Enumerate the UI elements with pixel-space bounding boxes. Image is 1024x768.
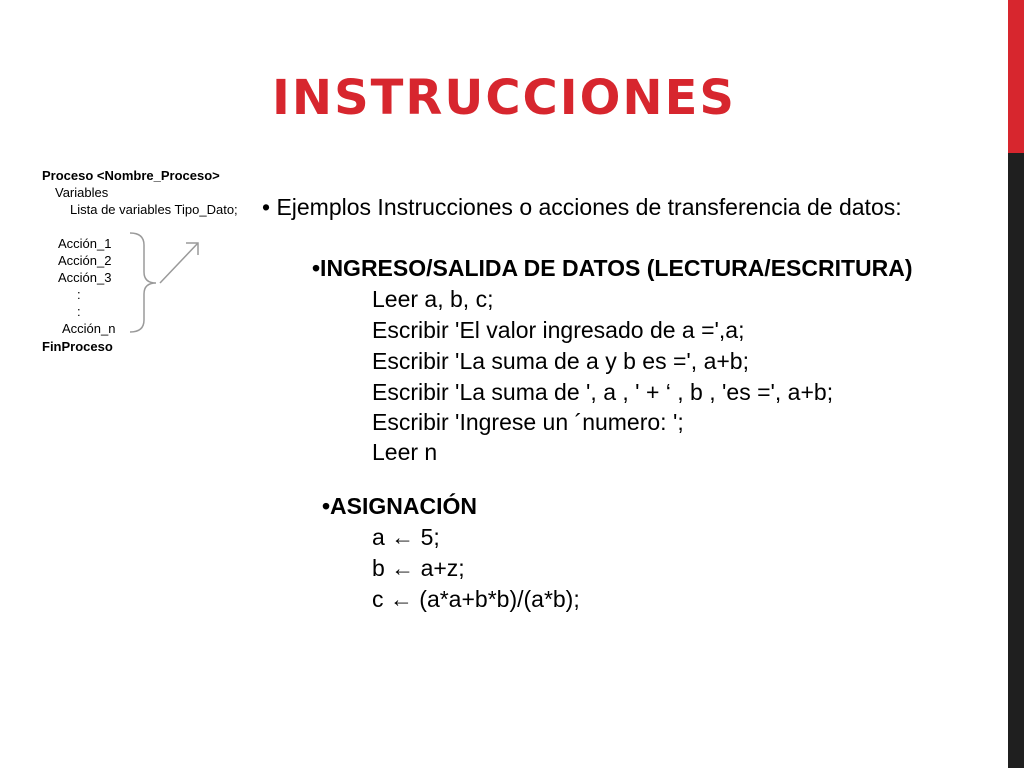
io-line: Escribir 'Ingrese un ´numero: '; — [372, 409, 684, 435]
io-line: Leer n — [372, 439, 438, 465]
pseudo-accion-3: Acción_3 — [58, 270, 112, 285]
io-line: Escribir 'La suma de ', a , ' + ‘ , b , 'es =', a+b; — [372, 379, 834, 405]
asignacion-line: a ← 5; — [372, 524, 440, 550]
pseudo-variables: Variables — [55, 185, 109, 200]
io-heading: •INGRESO/SALIDA DE DATOS (LECTURA/ESCRITURA) — [312, 255, 913, 281]
io-line: Escribir 'La suma de a y b es =', a+b; — [372, 348, 749, 374]
asignacion-heading: •ASIGNACIÓN — [322, 493, 478, 519]
pseudo-dots-2: : — [77, 304, 81, 319]
io-line: Leer a, b, c; — [372, 286, 494, 312]
accent-bar-dark — [1008, 153, 1024, 768]
pseudo-accion-1: Acción_1 — [58, 236, 112, 251]
slide-title: INSTRUCCIONES — [272, 70, 736, 126]
pseudo-proceso: Proceso <Nombre_Proceso> — [42, 168, 220, 183]
pseudo-finproceso: FinProceso — [42, 339, 113, 354]
io-line: Escribir 'El valor ingresado de a =',a; — [372, 317, 745, 343]
arrow-line — [160, 243, 198, 283]
pseudo-accion-2: Acción_2 — [58, 253, 112, 268]
pseudo-dots-1: : — [77, 287, 81, 302]
pseudo-accion-n: Acción_n — [62, 321, 116, 336]
asignacion-line: c ← (a*a+b*b)/(a*b); — [372, 586, 580, 612]
curly-brace — [130, 233, 156, 332]
asignacion-line: b ← a+z; — [372, 555, 465, 581]
pseudo-lista: Lista de variables Tipo_Dato; — [70, 202, 238, 217]
accent-bar-red — [1008, 0, 1024, 153]
intro-line: • Ejemplos Instrucciones o acciones de transferencia de datos: — [262, 194, 902, 220]
brace-arrow-graphic — [0, 0, 260, 360]
